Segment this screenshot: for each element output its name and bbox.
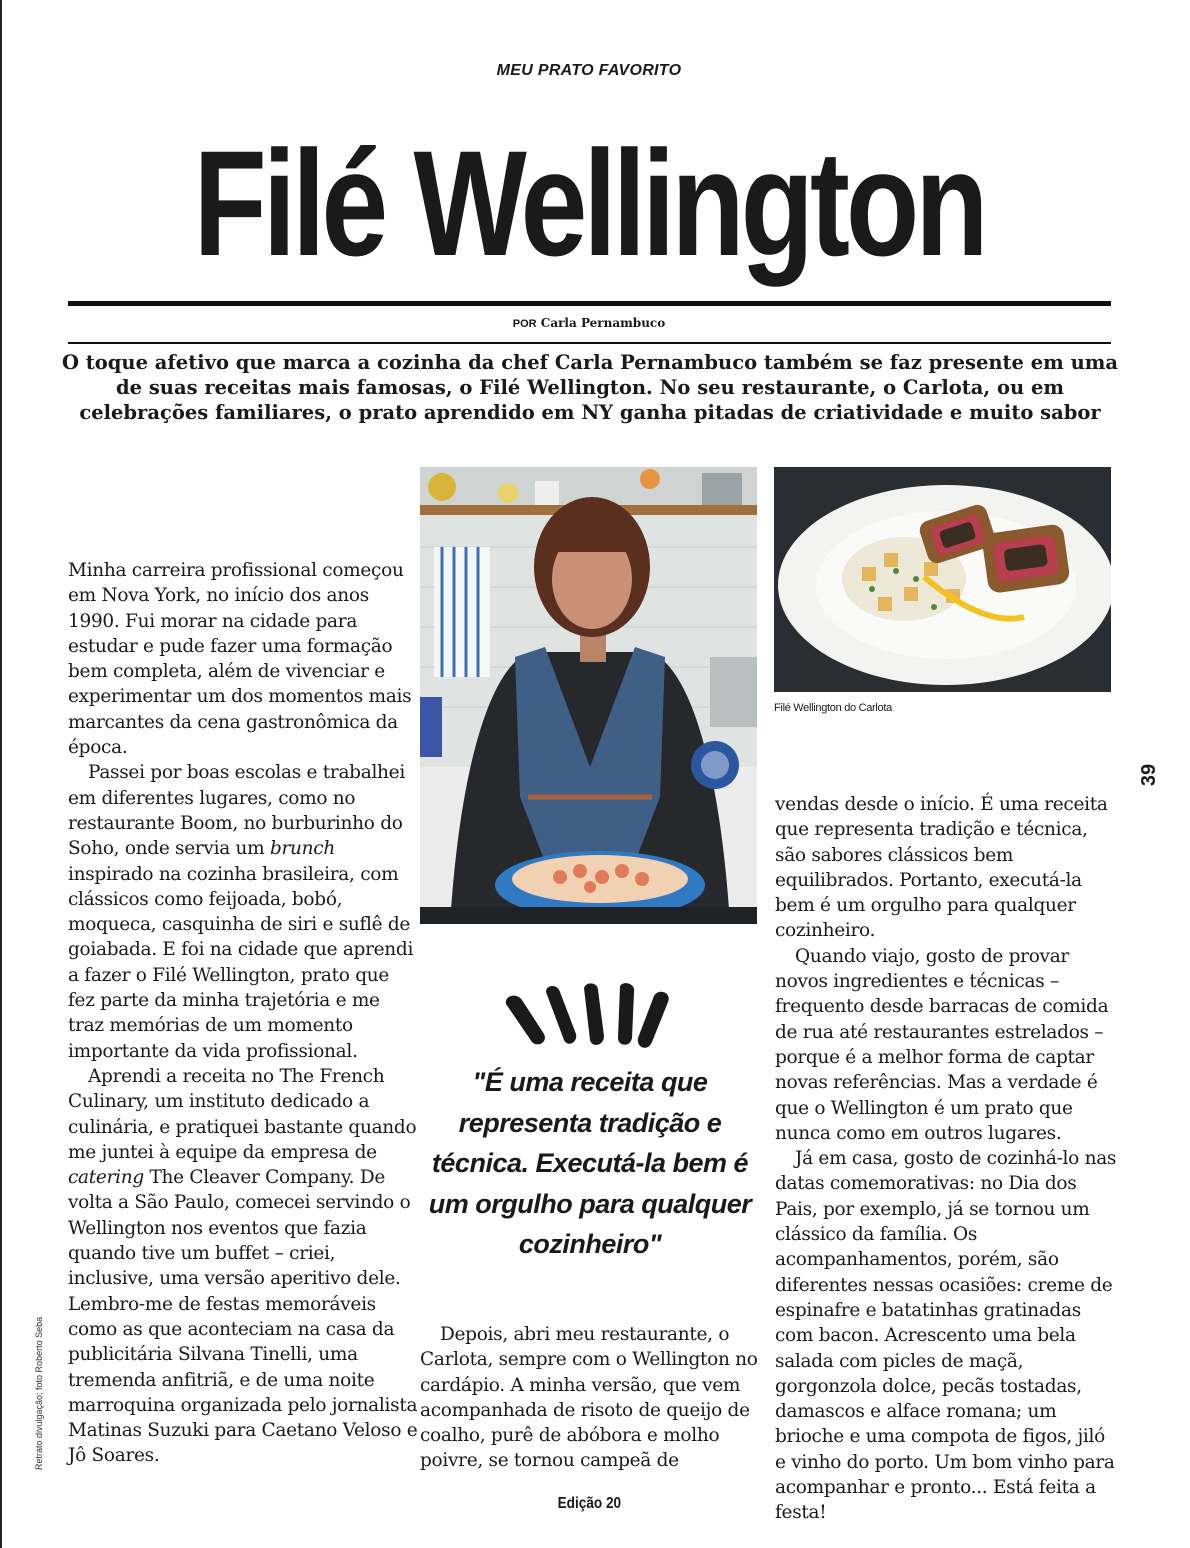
body-paragraph: Já em casa, gosto de cozinhá-lo nas datas comemorativas: no Dia dos Pais, por exemplo, já se tornou um clássico da família. Os acompanhamentos, porém, são diferentes nessas ocasiões: creme de espinafre e batatinhas gratinadas com bacon. Acrescento uma bela salada com picles de maçã, gorgonzola dolce, pecãs tostadas, damascos e alface romana; um brioche e uma compota de figos, jiló e vinho do porto. Um bom vinho para acompanhar e pronto... Está feita a festa! — [775, 1148, 1117, 1524]
body-paragraph: Depois, abri meu restaurante, o Carlota, sempre com o Wellington no cardápio. A minha versão, que vem acompanhada de risoto de queijo de coalho, purê de abóbora e molho poivre, se tornou campeã de — [420, 1324, 758, 1472]
byline-prefix: POR — [512, 318, 537, 330]
body-paragraph: Passei por boas escolas e trabalhei em diferentes lugares, como no restaurante Boom, no burburinho do Soho, onde servia um brunch inspirado na cozinha brasileira, com clássicos como feijoada, bobó, moqueca, casquinha de siri e suflê de goiabada. E foi na cidade que aprendi a fazer o Filé Wellington, prato que fez parte da minha trajetória e me traz memórias de um momento importante da vida profissional. — [68, 762, 414, 1062]
footer-edition: Edição 20 — [557, 1495, 621, 1512]
byline-rule — [68, 342, 1111, 344]
body-column-1 — [68, 558, 418, 1469]
article-title: Filé Wellington — [193, 119, 985, 287]
body-column-3 — [775, 792, 1120, 1526]
page-number: 39 — [1138, 763, 1160, 787]
photo-caption: Filé Wellington do Carlota — [774, 702, 892, 714]
dish-photo — [774, 467, 1111, 692]
photo-credit: Retrato divulgação; foto Roberto Seba — [34, 1316, 44, 1470]
byline — [0, 316, 1178, 330]
pull-quote: "É uma receita que representa tradição e técnica. Executá-la bem é um orgulho para qualquer cozinheiro" — [428, 1067, 752, 1259]
body-paragraph: Minha carreira profissional começou em Nova York, no início dos anos 1990. Fui morar na cidade para estudar e pude fazer uma formação bem completa, além de vivenciar e experimentar um dos momentos mais marcantes da cena gastronômica da época. — [68, 560, 412, 759]
chef-portrait-photo — [420, 467, 757, 924]
body-paragraph: Quando viajo, gosto de provar novos ingredientes e técnicas – frequento desde barracas de comida de rua até restaurantes estrelados – porque é a melhor forma de captar novas referências. Mas a verdade é que o Wellington é um prato que nunca como em outros lugares. — [775, 945, 1109, 1144]
body-column-2 — [420, 1322, 760, 1474]
page-edge-line — [0, 0, 2, 1548]
quote-marks-icon — [502, 982, 676, 1056]
lead-paragraph: O toque afetivo que marca a cozinha da chef Carla Pernambuco também se faz presente em uma de suas receitas mais famosas, o Filé Wellington. No seu restaurante, o Carlota, ou em celebrações familiares, o prato aprendido em NY ganha pitadas de criatividade e muito sabor — [61, 351, 1119, 424]
title-rule — [68, 301, 1111, 306]
byline-author: Carla Pernambuco — [540, 316, 666, 330]
body-paragraph: vendas desde o início. É uma receita que representa tradição e técnica, são sabores clássicos bem equilibrados. Portanto, executá-la bem é um orgulho para qualquer cozinheiro. — [775, 794, 1108, 942]
section-kicker: MEU PRATO FAVORITO — [496, 62, 682, 79]
body-paragraph: Aprendi a receita no The French Culinary, um instituto dedicado a culinária, e pratiquei bastante quando me juntei à equipe da empresa de catering The Cleaver Company. De volta a São Paulo, comecei servindo o Wellington nos eventos que fazia quando tive um buffet – criei, inclusive, uma versão aperitivo dele. Lembro-me de festas memoráveis como as que aconteciam na casa da publicitária Silvana Tinelli, uma tremenda anfitriã, e de uma noite marroquina organizada pelo jornalista Matinas Suzuki para Caetano Veloso e Jô Soares. — [68, 1065, 418, 1467]
